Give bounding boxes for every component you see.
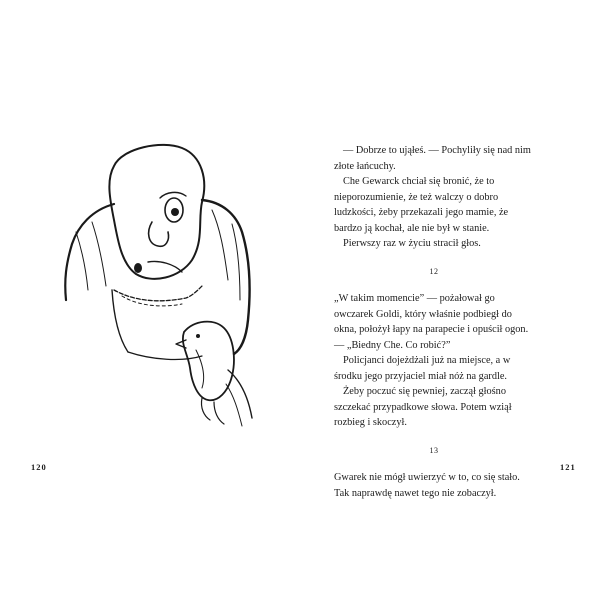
paragraph: Gwarek nie mógł uwierzyć w to, co się stało. Tak naprawdę nawet tego nie zobaczył. <box>334 472 520 499</box>
paragraph: — Dobrze to ująłeś. — Pochyliły się nad nim złote łańcuchy. <box>334 145 531 172</box>
section-number: 13 <box>429 445 439 455</box>
creature-and-bird-illustration <box>52 140 268 440</box>
paragraph: Che Gewarck chciał się bronić, że to nieporozumienie, że też walczy o dobro ludzkości, żeby przekazali jego mamie, że bardzo ją kochał, ale nie był w stanie. <box>334 176 509 234</box>
section-number: 12 <box>429 266 439 276</box>
paragraph: Pierwszy raz w życiu stracił głos. <box>343 238 481 249</box>
paragraph: Policjanci dojeżdżali już na miejsce, a w środku jego przyjaciel miał nóż na gardle. <box>334 355 511 382</box>
paragraph: „W takim momencie” — pożałował go owczarek Goldi, który właśnie podbiegł do okna, położył łapy na parapecie i opuścił ogon. — „Biedny Che. Co robić?” <box>334 293 529 351</box>
paragraph: Żeby poczuć się pewniej, zaczął głośno szczekać przypadkowe słowa. Potem wziął rozbieg i skoczył. <box>334 386 512 428</box>
right-page-text <box>334 143 534 501</box>
left-page-number: 120 <box>31 462 47 472</box>
right-page-number: 121 <box>560 462 576 472</box>
